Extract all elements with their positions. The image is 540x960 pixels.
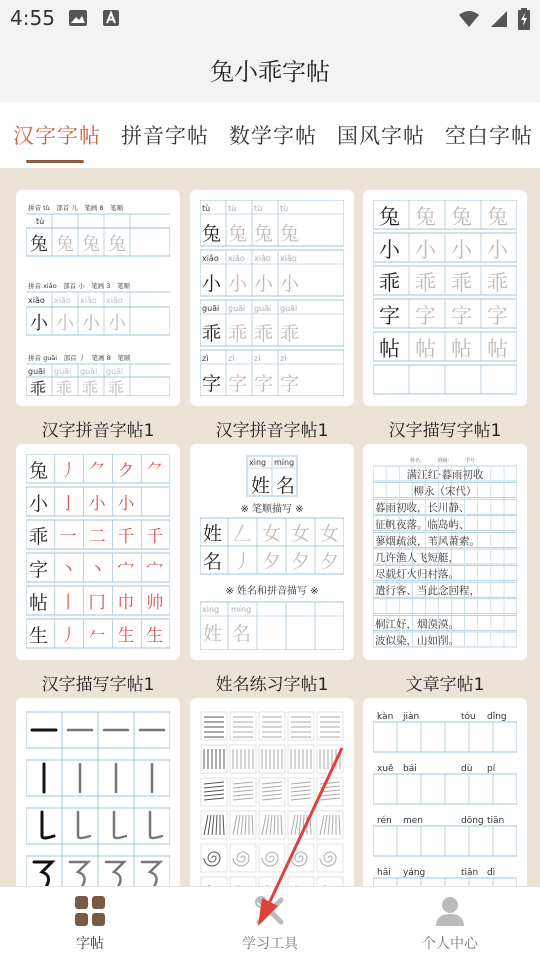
svg-text:女: 女 [291,523,311,545]
svg-text:jiàn: jiàn [403,712,420,722]
svg-text:拼音 tù 部首 儿 笔画 8 笔顺: 拼音 tù 部首 儿 笔画 8 笔顺 [28,204,124,212]
svg-text:乖: 乖 [202,323,222,345]
svg-text:帖: 帖 [415,337,436,361]
svg-text:名: 名 [276,475,296,497]
category-tabs [0,102,540,168]
svg-text:小: 小 [88,494,106,514]
svg-text:guāi: guāi [80,367,98,376]
svg-text:乖: 乖 [108,379,125,396]
tab-pinyin[interactable]: 拼音字帖 [121,124,209,148]
svg-text:乖: 乖 [379,271,400,295]
svg-text:dì: dì [487,868,496,878]
svg-text:夕: 夕 [262,551,282,573]
copybook-card-label: 文章字帖1 [405,675,485,695]
svg-text:兔: 兔 [202,223,222,245]
svg-text:丶: 丶 [59,560,77,580]
svg-text:xiǎo: xiǎo [228,254,245,263]
svg-text:生: 生 [146,626,164,646]
svg-text:zì: zì [228,354,235,363]
svg-text:乖: 乖 [29,526,49,548]
svg-text:字: 字 [451,304,472,328]
svg-text:guāi: guāi [228,304,246,313]
svg-text:拼音 guāi 部首 丿 笔画 8 笔顺: 拼音 guāi 部首 丿 笔画 8 笔顺 [28,354,131,362]
svg-text:几许渔人飞短艇，: 几许渔人飞短艇， [375,552,459,564]
svg-text:tù: tù [280,204,289,213]
copybook-card-label: 汉字描写字帖1 [388,421,502,441]
svg-text:tù: tù [254,204,263,213]
svg-text:姓: 姓 [203,623,223,645]
svg-text:女: 女 [262,523,282,545]
signal-icon [490,10,508,28]
svg-text:帖: 帖 [29,592,49,614]
copybook-grid [0,168,540,886]
copybook-thumbnail [200,454,344,650]
grid-icon [74,895,106,927]
svg-text:兔: 兔 [451,205,472,229]
copybook-thumbnail [373,708,517,886]
svg-text:柳永（宋代）: 柳永（宋代） [413,485,477,498]
svg-text:小: 小 [415,238,436,262]
svg-text:字: 字 [487,304,508,328]
svg-text:尽载灯火归村落。: 尽载灯火归村落。 [375,568,459,581]
svg-text:小: 小 [451,238,472,262]
page-title: 兔小乖字帖 [210,58,330,86]
svg-text:女: 女 [320,523,340,545]
svg-text:乖: 乖 [254,323,274,345]
svg-text:千: 千 [117,527,135,547]
svg-text:兔: 兔 [379,205,400,229]
copybook-card[interactable] [16,190,180,406]
svg-text:xuě: xuě [377,764,394,774]
nav-copybook[interactable] [30,887,150,960]
svg-text:xiǎo: xiǎo [28,296,45,305]
svg-text:字: 字 [280,373,300,395]
svg-text:kàn: kàn [377,712,394,722]
svg-text:兔: 兔 [280,223,300,245]
svg-text:字: 字 [29,559,49,581]
svg-text:字: 字 [379,304,400,328]
svg-text:pí: pí [487,764,496,774]
svg-text:guāi: guāi [202,304,220,313]
svg-text:xiǎo: xiǎo [280,254,297,263]
battery-icon [518,8,530,30]
copybook-thumbnail [200,200,344,396]
gallery-icon [68,9,88,27]
svg-text:丨: 丨 [59,593,77,613]
svg-text:tù: tù [202,204,211,213]
svg-text:guāi: guāi [254,304,272,313]
svg-text:ク: ク [117,461,135,481]
svg-text:小: 小 [29,493,49,515]
svg-text:小: 小 [254,273,274,295]
svg-text:※ 姓名和拼音描写 ※: ※ 姓名和拼音描写 ※ [225,586,319,597]
svg-text:乖: 乖 [280,323,300,345]
svg-text:二: 二 [88,527,106,547]
svg-text:zì: zì [254,354,261,363]
tab-hanzi[interactable]: 汉字字帖 [13,124,101,148]
svg-text:⺈: ⺈ [146,461,164,481]
copybook-thumbnail [26,200,170,396]
svg-text:míng: míng [231,605,252,614]
svg-text:xìng: xìng [202,605,220,614]
nav-study-tools-label: 学习工具 [242,936,298,952]
svg-text:冂: 冂 [88,593,106,613]
copybook-card-label: 汉字拼音字帖1 [215,421,329,441]
svg-text:字: 字 [415,304,436,328]
svg-text:兔: 兔 [56,234,74,255]
svg-text:guāi: guāi [106,367,124,376]
copybook-card-label: 姓名练习字帖1 [215,675,329,695]
svg-text:小: 小 [487,238,508,262]
svg-text:宀: 宀 [117,560,135,580]
svg-text:dǐng: dǐng [487,712,507,722]
svg-text:乖: 乖 [451,271,472,295]
svg-text:夕: 夕 [291,551,311,573]
svg-text:兔: 兔 [254,223,274,245]
copybook-thumbnail [26,454,170,650]
svg-text:兔: 兔 [415,205,436,229]
svg-text:帅: 帅 [146,593,164,613]
svg-text:夕: 夕 [320,551,340,573]
svg-text:兔: 兔 [487,205,508,229]
copybook-card-label: 汉字拼音字帖1 [41,421,155,441]
nav-profile[interactable] [390,887,510,960]
svg-text:征帆夜落。临岛屿、: 征帆夜落。临岛屿、 [375,518,470,531]
copybook-card[interactable] [16,698,180,886]
nav-copybook-label: 字帖 [76,936,104,952]
user-icon [434,895,466,927]
bottom-navigation [0,886,540,960]
svg-text:兔: 兔 [29,460,49,482]
tools-icon [254,895,286,927]
svg-text:xiǎo: xiǎo [254,254,271,263]
svg-text:tóu: tóu [461,712,476,722]
nav-study-tools[interactable] [210,887,330,960]
svg-text:乖: 乖 [56,379,73,396]
svg-text:兔: 兔 [108,234,126,255]
copybook-thumbnail [373,454,517,650]
svg-text:小: 小 [82,313,100,334]
svg-text:桐江好，烟漠漠。: 桐江好，烟漠漠。 [375,618,459,631]
svg-text:满江红·暮雨初收: 满江红·暮雨初收 [406,469,484,481]
svg-text:小: 小 [108,313,126,334]
svg-text:小: 小 [280,273,300,295]
tab-blank[interactable]: 空白字帖 [445,124,533,148]
svg-text:小: 小 [202,273,222,295]
svg-text:yáng: yáng [403,868,426,878]
svg-text:guāi: guāi [280,304,298,313]
svg-text:tiān: tiān [461,868,479,878]
svg-text:xiǎo: xiǎo [202,254,219,263]
svg-text:亅: 亅 [59,494,77,514]
svg-text:zì: zì [202,354,209,363]
copybook-thumbnail [26,708,170,886]
svg-text:乖: 乖 [82,379,99,396]
svg-text:小: 小 [30,313,48,334]
font-icon [102,9,120,27]
svg-text:xiǎo: xiǎo [80,296,97,305]
svg-text:tù: tù [36,217,45,226]
svg-text:丶: 丶 [88,560,106,580]
svg-text:乖: 乖 [487,271,508,295]
svg-text:míng: míng [274,458,295,467]
copybook-card[interactable] [190,698,354,886]
svg-text:千: 千 [146,527,164,547]
svg-text:姓: 姓 [203,523,223,545]
svg-text:丿: 丿 [59,626,77,646]
svg-text:巾: 巾 [117,593,135,613]
svg-text:兔: 兔 [30,234,48,255]
svg-text:小: 小 [379,238,400,262]
app-header [0,36,540,102]
svg-text:丿: 丿 [233,551,253,573]
svg-text:dù: dù [461,764,473,774]
svg-text:字: 字 [228,373,248,395]
tab-guofeng[interactable]: 国风字帖 [337,124,425,148]
svg-text:兔: 兔 [82,234,100,255]
svg-text:暮雨初收，长川静、: 暮雨初收，长川静、 [375,502,470,515]
svg-text:字: 字 [202,373,222,395]
svg-text:丿: 丿 [59,461,77,481]
svg-text:生: 生 [29,625,49,647]
svg-text:乖: 乖 [415,271,436,295]
active-tab-indicator [26,160,84,163]
copybook-thumbnail [200,708,344,886]
svg-text:men: men [403,816,424,826]
svg-text:rén: rén [377,816,392,826]
svg-text:姓: 姓 [251,475,271,497]
svg-text:蓼烟疏淡，苇风萧索。: 蓼烟疏淡，苇风萧索。 [375,535,480,548]
svg-text:⺈: ⺈ [88,461,106,481]
copybook-card-label: 汉字描写字帖1 [41,675,155,695]
svg-text:一: 一 [59,527,77,547]
nav-profile-label: 个人中心 [422,936,478,952]
svg-text:小: 小 [117,494,135,514]
svg-text:小: 小 [56,313,74,334]
copybook-card[interactable] [363,698,527,886]
svg-text:名: 名 [232,623,252,645]
svg-text:帖: 帖 [487,337,508,361]
svg-text:guāi: guāi [28,367,46,376]
svg-text:姓名： 班级： 学号：: 姓名： 班级： 学号： [409,458,481,464]
svg-text:dōng: dōng [461,816,484,826]
svg-text:波似染，山如削。: 波似染，山如削。 [375,635,459,647]
svg-text:hǎi: hǎi [377,868,391,878]
tab-math[interactable]: 数学字帖 [229,124,317,148]
svg-text:遣行客、当此念回程，: 遣行客、当此念回程， [375,585,480,598]
svg-text:名: 名 [203,551,223,573]
svg-text:𠃋: 𠃋 [233,523,253,545]
svg-text:乖: 乖 [30,379,47,396]
svg-text:tiān: tiān [487,816,505,826]
svg-text:帖: 帖 [451,337,472,361]
svg-text:xiǎo: xiǎo [106,296,123,305]
svg-text:宀: 宀 [146,560,164,580]
svg-text:※ 笔顺描写 ※: ※ 笔顺描写 ※ [240,504,304,515]
svg-text:tù: tù [228,204,237,213]
svg-text:𠂉: 𠂉 [88,626,106,646]
svg-text:帖: 帖 [379,337,400,361]
svg-text:兔: 兔 [228,223,248,245]
svg-text:乖: 乖 [228,323,248,345]
copybook-card[interactable] [190,190,354,406]
svg-text:xiǎo: xiǎo [54,296,71,305]
copybook-card[interactable] [363,444,527,660]
svg-text:xìng: xìng [249,458,267,467]
svg-text:guāi: guāi [54,367,72,376]
status-time: 4:55 [10,6,55,30]
svg-text:zì: zì [280,354,287,363]
wifi-icon [458,10,480,28]
svg-text:小: 小 [228,273,248,295]
copybook-thumbnail [373,200,517,396]
status-bar [0,0,540,36]
svg-text:拼音 xiǎo 部首 小 笔画 3 笔顺: 拼音 xiǎo 部首 小 笔画 3 笔顺 [28,282,130,290]
svg-text:bái: bái [403,764,417,774]
svg-text:字: 字 [254,373,274,395]
copybook-card[interactable] [16,444,180,660]
copybook-card[interactable] [190,444,354,660]
copybook-card[interactable] [363,190,527,406]
svg-text:生: 生 [117,626,135,646]
